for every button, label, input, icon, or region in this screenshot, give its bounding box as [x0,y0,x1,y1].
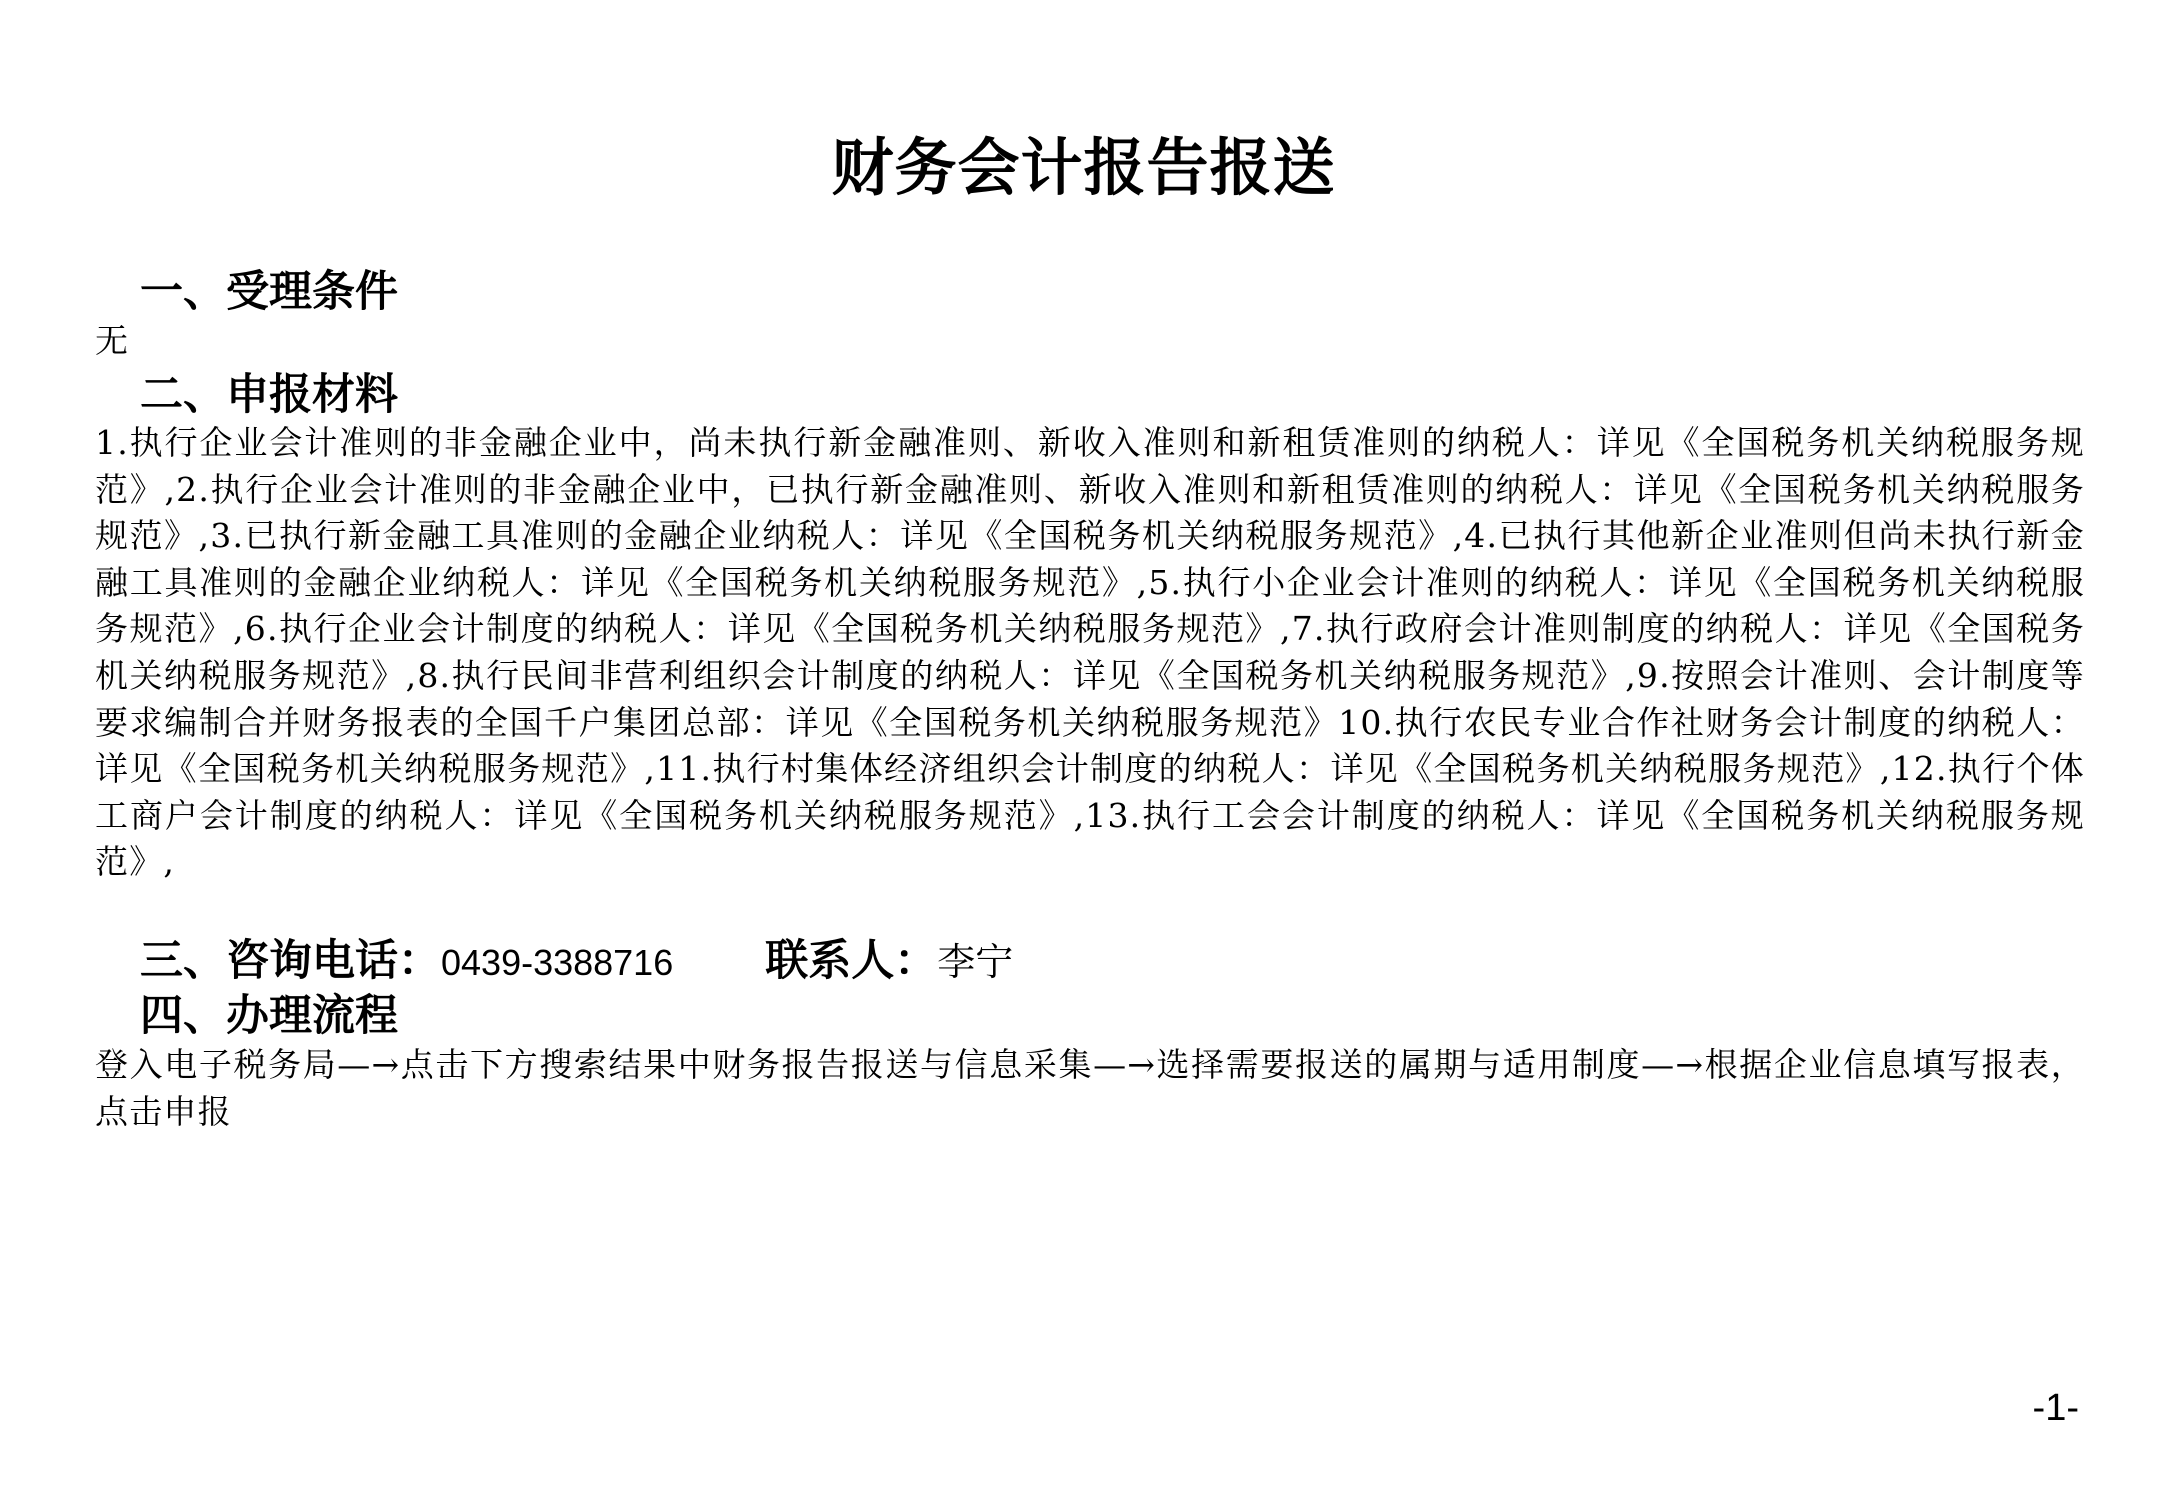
section-content-process: 登入电子税务局—→点击下方搜索结果中财务报告报送与信息采集—→选择需要报送的属期与适用制度—→根据企业信息填写报表，点击申报 [95,1045,2085,1131]
section-content-materials: 1.执行企业会计准则的非金融企业中，尚未执行新金融准则、新收入准则和新租赁准则的纳税人：详见《全国税务机关纳税服务规范》,2.执行企业会计准则的非金融企业中，已执行新金融准则、新收入准则和新租赁准则的纳税人：详见《全国税务机关纳税服务规范》,3.已执行新金融工具准则的金融企业纳税人：详见《全国税务机关纳税服务规范》,4.已执行其他新企业准则但尚未执行新金融工具准则的金融企业纳税人：详见《全国税务机关纳税服务规范》,5.执行小企业会计准则的纳税人：详见《全国税务机关纳税服务规范》,6.执行企业会计制度的纳税人：详见《全国税务机关纳税服务规范》,7.执行政府会计准则制度的纳税人：详见《全国税务机关纳税服务规范》,8.执行民间非营利组织会计制度的纳税人：详见《全国税务机关纳税服务规范》,9.按照会计准则、会计制度等要求编制合并财务报表的全国千户集团总部：详见《全国税务机关纳税服务规范》10.执行农民专业合作社财务会计制度的纳税人：详见《全国税务机关纳税服务规范》,11.执行村集体经济组织会计制度的纳税人：详见《全国税务机关纳税服务规范》,12.执行个体工商户会计制度的纳税人：详见《全国税务机关纳税服务规范》,13.执行工会会计制度的纳税人：详见《全国税务机关纳税服务规范》, [95,423,2085,882]
page-title: 财务会计报告报送 [831,131,1336,204]
contact-name: 李宁 [937,940,1014,984]
consultation-phone: 0439-3388716 [441,942,674,983]
page-number: -1- [2032,1387,2079,1429]
contact-label: 联系人： [765,936,938,986]
section-content-conditions: 无 [95,321,130,360]
section-heading-materials: 二、申报材料 [140,370,398,420]
section-heading-consultation-row [140,934,1013,990]
section-heading-process: 四、办理流程 [140,991,398,1041]
section-heading-conditions: 一、受理条件 [140,267,398,317]
section-heading-consultation: 三、咨询电话： [140,936,441,986]
